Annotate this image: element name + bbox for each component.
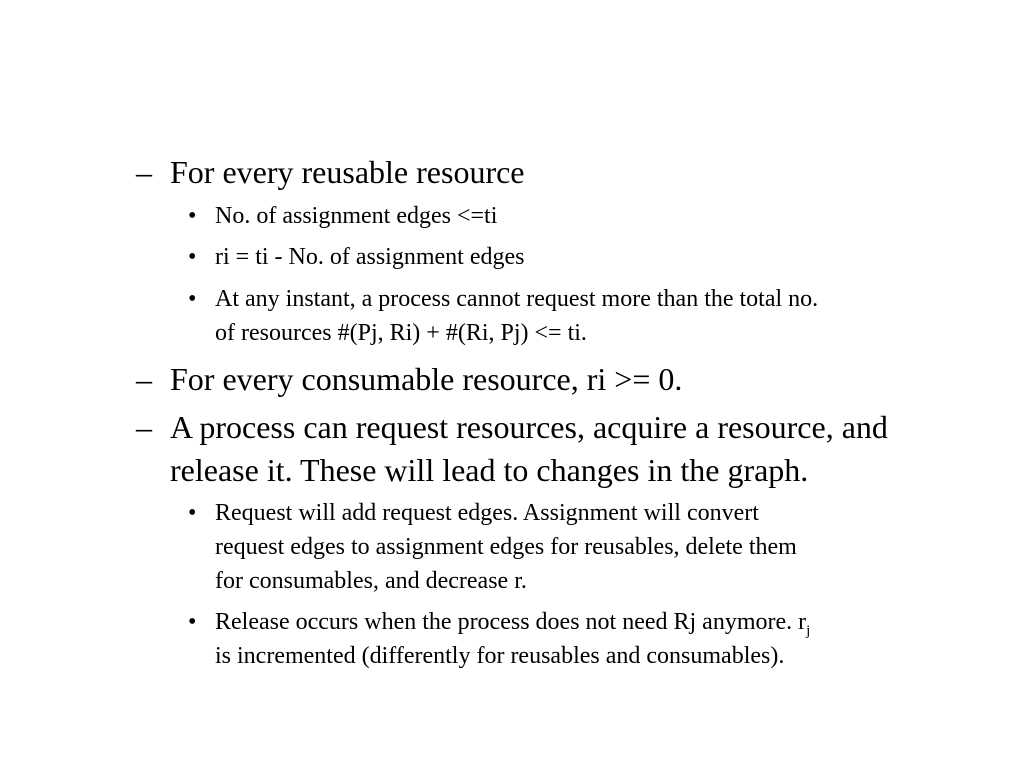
item-text-line: release it. These will lead to changes in the graph. [170, 452, 809, 488]
dash-marker: – [136, 409, 152, 445]
item-text-line: At any instant, a process cannot request more than the total no. [215, 286, 819, 312]
subscript-j: j [806, 623, 811, 639]
item-text-line: of resources #(Pj, Ri) + #(Ri, Pj) <= ti. [215, 320, 587, 346]
outline-subitem-ri-formula [188, 240, 960, 274]
bullet-marker: • [188, 244, 197, 270]
outline-subitem-request-limit [188, 282, 960, 350]
item-text-line: A process can request resources, acquire a resource, and [170, 409, 888, 445]
item-text: ri = ti - No. of assignment edges [215, 244, 525, 270]
outline-subitem-request-edges [188, 496, 960, 598]
item-text-line: is incremented (differently for reusables and consumables). [215, 643, 785, 669]
item-text: For every consumable resource, ri >= 0. [170, 361, 683, 397]
dash-marker: – [136, 361, 152, 397]
bullet-marker: • [188, 500, 197, 526]
bullet-marker: • [188, 203, 197, 229]
outline-item-consumable-resource [136, 358, 960, 401]
outline-item-process-request [136, 406, 960, 492]
item-text: Release occurs when the process does not need Rj anymore. r [215, 609, 807, 635]
item-text-line: for consumables, and decrease r. [215, 568, 527, 594]
outline-subitem-release [188, 605, 960, 673]
item-text-line: request edges to assignment edges for reusables, delete them [215, 534, 797, 560]
outline-item-reusable-resource [136, 151, 960, 194]
bullet-marker: • [188, 286, 197, 312]
item-text: For every reusable resource [170, 154, 525, 190]
bullet-marker: • [188, 609, 197, 635]
item-text: No. of assignment edges <=ti [215, 203, 498, 229]
outline-subitem-assignment-edges-limit [188, 199, 960, 233]
item-text-line [215, 605, 960, 639]
item-text-line: Request will add request edges. Assignment will convert [215, 500, 759, 526]
dash-marker: – [136, 154, 152, 190]
